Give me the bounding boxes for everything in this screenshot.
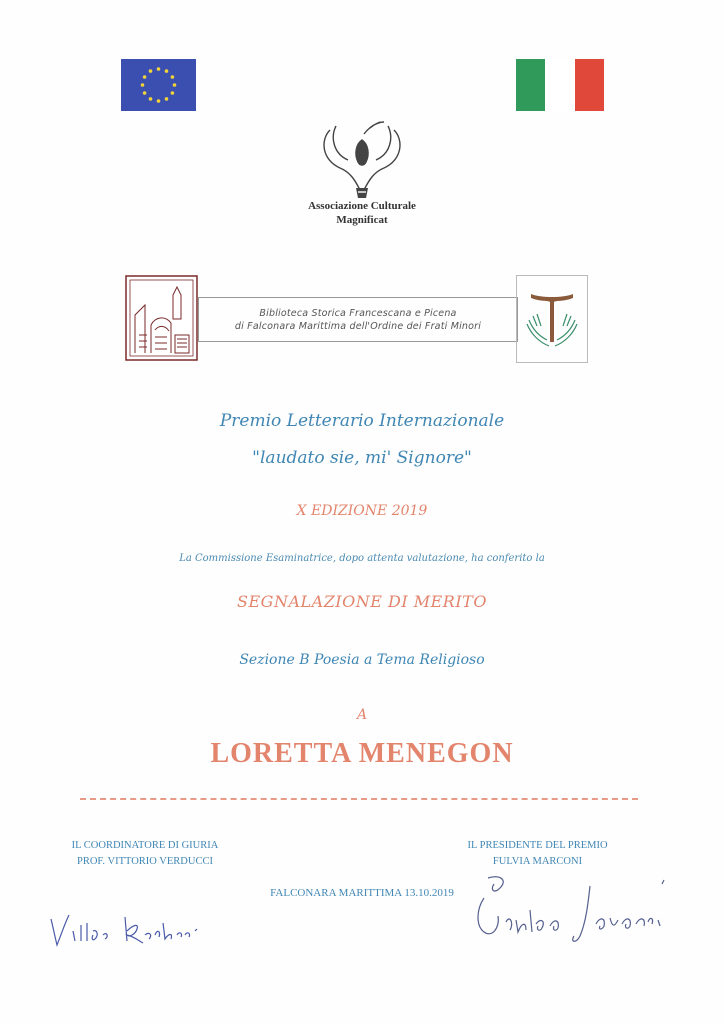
award-title-line-1: Premio Letterario Internazionale [219, 411, 505, 431]
recipient-name: LORETTA MENEGON [210, 738, 514, 769]
library-banner [198, 297, 518, 342]
president-block [455, 838, 620, 870]
place-date: FALCONARA MARITTIMA 13.10.2019 [270, 887, 454, 899]
to-label: A [356, 707, 368, 723]
honor-title: SEGNALAZIONE DI MERITO [237, 592, 487, 611]
library-line-1: Biblioteca Storica Francescana e Picena [259, 307, 457, 319]
coordinator-block [60, 838, 230, 870]
edition: X EDIZIONE 2019 [296, 503, 428, 519]
commission-text: La Commissione Esaminatrice, dopo attenta valutazione, ha conferito la [179, 553, 545, 564]
president-name: FULVIA MARCONI [492, 856, 583, 867]
section-label: Sezione B Poesia a Tema Religioso [239, 652, 485, 668]
divider [80, 798, 638, 800]
coordinator-signature-icon [45, 905, 205, 950]
library-line-2: di Falconara Marittima dell'Ordine dei Frati Minori [234, 320, 482, 332]
italy-flag-icon [516, 59, 604, 111]
association-name [262, 199, 462, 227]
association-line-1: Associazione Culturale [308, 200, 416, 212]
dove-logo-icon [300, 110, 424, 202]
tau-hands-icon [516, 275, 588, 363]
president-signature-icon [470, 870, 680, 955]
award-title-line-2: "laudato sie, mi' Signore" [252, 448, 472, 468]
eu-flag-icon [121, 59, 196, 111]
coordinator-role: IL COORDINATORE DI GIURIA [71, 840, 219, 851]
scribe-engraving-icon [125, 275, 198, 361]
association-line-2: Magnificat [336, 214, 388, 226]
coordinator-name: PROF. VITTORIO VERDUCCI [77, 856, 213, 867]
president-role: IL PRESIDENTE DEL PREMIO [467, 840, 608, 851]
